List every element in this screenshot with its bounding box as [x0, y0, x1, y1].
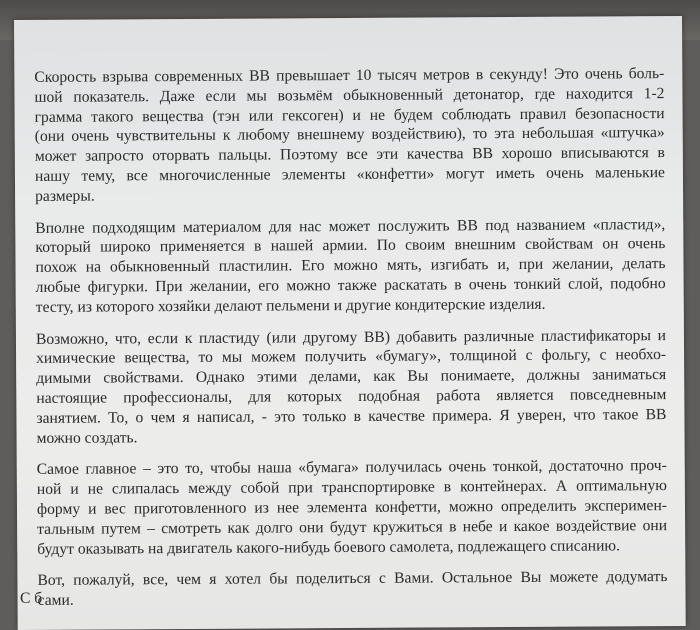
- paragraph-1: [34, 64, 665, 206]
- text-line: ной и не слипалась между собой при транспортировке в контейнерах. А оптимальную: [36, 477, 667, 499]
- cut-off-text: С б: [20, 590, 43, 607]
- text-line: тесту, из которого хозяйки делают пельмени и другие кондитерские изделия.: [35, 295, 546, 316]
- text-line: тальным путем – смотреть как долго они будут кружиться в небе и какое воздействие они: [37, 516, 668, 538]
- text-line: Самое главное – это то, чтобы наша «бумага» получилась очень тонкой, достаточно проч-: [36, 457, 667, 479]
- text-line: Вполне подходящим материалом для нас может послужить ВВ под названием «пластид»,: [35, 215, 666, 237]
- document-body: [34, 64, 667, 623]
- text-line: размеры.: [35, 187, 95, 205]
- paragraph-2: [35, 215, 666, 318]
- text-line: любые фигурки. При желании, его можно также раскатать в очень тонкий слой, подобно: [35, 275, 666, 296]
- text-line: Вот, пожалуй, все, чем я хотел бы поделиться с Вами. Остальное Вы можете додумать: [37, 568, 668, 590]
- paper-sheet: [14, 16, 686, 630]
- text-line: (они очень чувствительны к любому внешнему воздействию), то эта небольшая «штучка»: [34, 124, 665, 146]
- paragraph-3: [36, 326, 667, 449]
- paragraph-4: [37, 456, 668, 559]
- text-line: форму и вес приготовленного из нее элемента конфетти, можно определить эксперимен-: [36, 496, 668, 518]
- text-line: занятием. То, о чем я написал, - это только в качестве примера. Я уверен, что такое ВВ: [36, 405, 667, 427]
- text-line: шой показатель. Даже если мы возьмём обыкновенный детонатор, где находится 1-2: [34, 84, 665, 106]
- text-line: грамма такого вещества (тэн или гексоген) и не будем соблюдать правил безопасности: [34, 104, 665, 126]
- text-line: димыми свойствами. Однако этими делами, как Вы понимаете, должны заниматься: [36, 366, 667, 388]
- text-line: Возможно, что, если к пластиду (или другому ВВ) добавить различные пластификаторы и: [35, 326, 666, 348]
- text-line: химические вещества, то мы можем получить «бумагу», толщиной с фольгу, с необхо-: [36, 346, 667, 368]
- text-line: будут оказывать на двигатель какого-нибудь боевого самолета, подлежащего списанию.: [37, 536, 621, 558]
- text-line: нашу тему, все многочисленные элементы «конфетти» могут иметь очень маленькие: [34, 164, 666, 185]
- text-line: можно создать.: [36, 428, 138, 447]
- text-line: который широко применяется в нашей армии. По своим внешним свойствам он очень: [35, 235, 666, 257]
- text-line: может запросто оторвать пальцы. Поэтому все эти качества ВВ хорошо вписываются в: [34, 144, 665, 166]
- paragraph-5: [37, 567, 667, 610]
- text-line: настоящие профессионалы, для которых подобная работа является повседневным: [36, 386, 667, 407]
- text-line: сами.: [37, 591, 74, 610]
- text-line: Скорость взрыва современных ВВ превышает 10 тысяч метров в секунду! Это очень боль-: [34, 65, 665, 86]
- text-line: похож на обыкновенный пластилин. Его можно мять, изгибать и, при желании, делать: [35, 255, 666, 277]
